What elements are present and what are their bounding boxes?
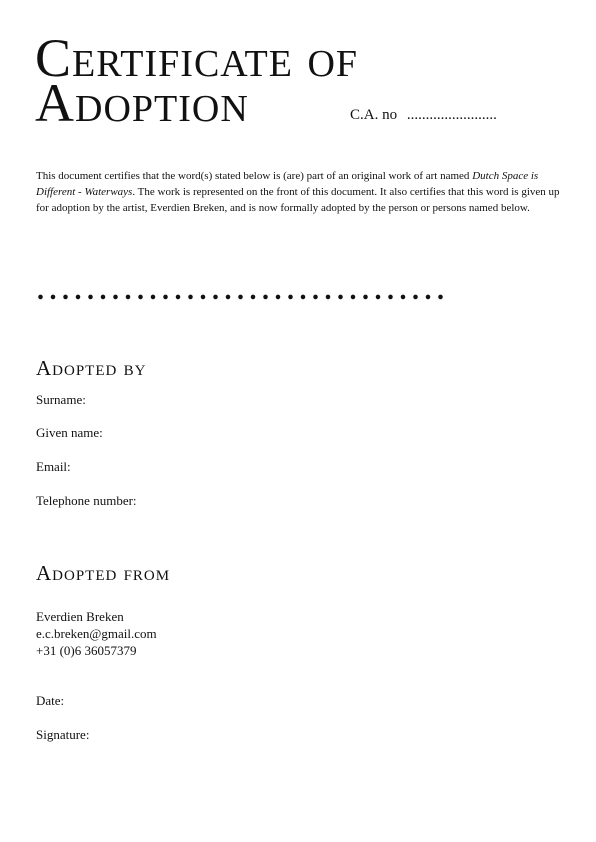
title-line-2: Adoption: [35, 73, 249, 133]
given-name-field-label: Given name:: [36, 425, 103, 440]
ca-number-blank: ........................: [406, 107, 497, 123]
artist-phone: +31 (0)6 36057379: [36, 643, 137, 658]
adopted-by-heading: Adopted by: [36, 356, 147, 380]
artist-email: e.c.breken@gmail.com: [36, 626, 157, 641]
adopted-from-heading: Adopted from: [36, 561, 171, 585]
certificate-title: [35, 28, 359, 133]
ca-number: [350, 107, 497, 124]
email-field-label: Email:: [36, 459, 71, 474]
intro-text-after: . The work is represented on the front of this document. It also certifies that this word is given up for adoption by the artist, Everdien Breken, and is now formally adopted by the person or persons named below.: [36, 186, 560, 214]
intro-text-before: This document certifies that the word(s) stated below is (are) part of an original work of art named: [36, 170, 473, 182]
title-line-1: Certificate of: [35, 28, 359, 88]
telephone-field-label: Telephone number:: [36, 493, 137, 508]
date-field-label: Date:: [36, 693, 65, 708]
artist-contact: [36, 608, 157, 659]
ca-label: C.A. no: [350, 107, 398, 123]
surname-field-label: Surname:: [36, 392, 86, 407]
signature-field-label: Signature:: [36, 727, 90, 742]
intro-paragraph: [36, 168, 560, 216]
artist-name: Everdien Breken: [36, 609, 124, 624]
artwork-name: Dutch Space is Different - Waterways: [36, 170, 539, 198]
adopted-word-blank: .................................: [37, 276, 450, 306]
